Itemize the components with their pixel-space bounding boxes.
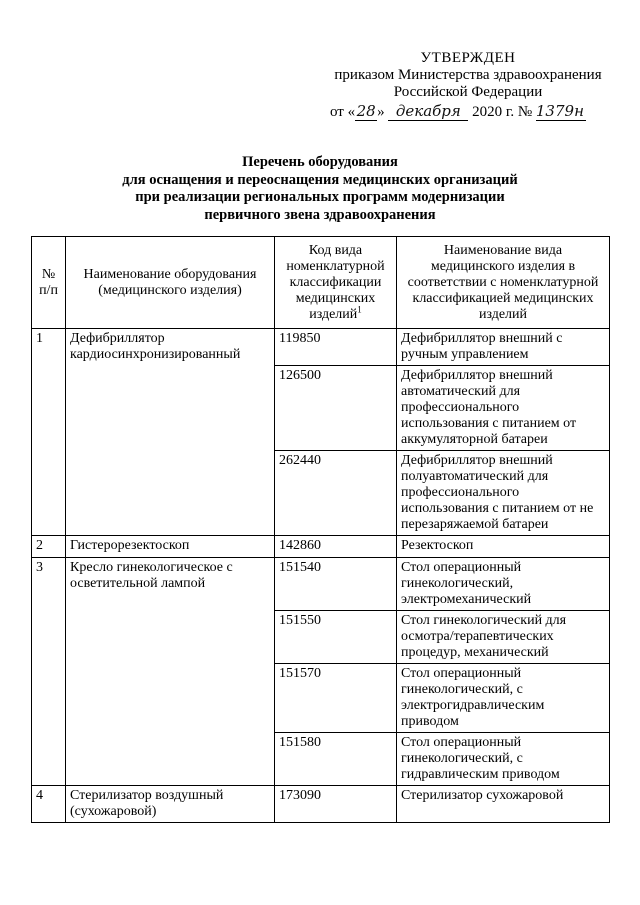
header-code bbox=[275, 237, 397, 329]
title-line-2: для оснащения и переоснащения медицинских организаций bbox=[122, 171, 518, 188]
kind-name: Дефибриллятор внешний полуавтоматический для профессионального использования с питанием от не перезаряжаемой батареи bbox=[397, 451, 610, 536]
approval-line-1: приказом Министерства здравоохранения bbox=[334, 67, 602, 83]
document-title bbox=[90, 154, 550, 224]
table-row bbox=[32, 536, 610, 558]
table-row bbox=[32, 786, 610, 823]
date-mid: » bbox=[377, 104, 385, 120]
order-number-handwritten: 1379н bbox=[535, 102, 584, 120]
equipment-name: Гистерорезектоскоп bbox=[66, 536, 275, 558]
nomenclature-code: 151550 bbox=[275, 611, 397, 664]
nomenclature-code: 173090 bbox=[275, 786, 397, 823]
equipment-table bbox=[31, 236, 610, 823]
approval-word: УТВЕРЖДЕН bbox=[420, 50, 516, 66]
title-line-4: первичного звена здравоохранения bbox=[204, 206, 436, 223]
date-month-handwritten: декабря bbox=[388, 103, 468, 121]
header-kind: Наименование вида медицинского изделия в соответствии с номенклатурной классификацией медицинских изделий bbox=[397, 237, 610, 329]
kind-name: Дефибриллятор внешний автоматический для профессионального использования с питанием от аккумуляторной батареи bbox=[397, 366, 610, 451]
title-line-3: при реализации региональных программ модернизации bbox=[135, 189, 505, 205]
approval-line-2: Российской Федерации bbox=[393, 84, 543, 100]
title-line-1: Перечень оборудования bbox=[242, 154, 398, 170]
kind-name: Стол операционный гинекологический, электромеханический bbox=[397, 558, 610, 611]
table-row bbox=[32, 329, 610, 366]
nomenclature-code: 262440 bbox=[275, 451, 397, 536]
nomenclature-code: 151570 bbox=[275, 664, 397, 733]
date-day-handwritten: 28 bbox=[356, 102, 376, 120]
approval-date-line bbox=[318, 103, 618, 121]
header-name: Наименование оборудования (медицинского изделия) bbox=[66, 237, 275, 329]
date-prefix: от « bbox=[330, 104, 356, 120]
kind-name: Стол операционный гинекологический, с электрогидравлическим приводом bbox=[397, 664, 610, 733]
header-code-footnote: 1 bbox=[357, 303, 362, 314]
row-num: 1 bbox=[32, 329, 66, 536]
nomenclature-code: 151540 bbox=[275, 558, 397, 611]
row-num: 3 bbox=[32, 558, 66, 786]
kind-name: Стол гинекологический для осмотра/терапевтических процедур, механический bbox=[397, 611, 610, 664]
kind-name: Резектоскоп bbox=[397, 536, 610, 558]
date-year: 2020 г. № bbox=[472, 104, 533, 120]
nomenclature-code: 151580 bbox=[275, 733, 397, 786]
equipment-name: Стерилизатор воздушный (сухожаровой) bbox=[66, 786, 275, 823]
table-header-row bbox=[32, 237, 610, 329]
kind-name: Дефибриллятор внешний с ручным управлением bbox=[397, 329, 610, 366]
equipment-name: Кресло гинекологическое с осветительной лампой bbox=[66, 558, 275, 786]
nomenclature-code: 126500 bbox=[275, 366, 397, 451]
equipment-name: Дефибриллятор кардиосинхронизированный bbox=[66, 329, 275, 536]
nomenclature-code: 119850 bbox=[275, 329, 397, 366]
header-num: № п/п bbox=[32, 237, 66, 329]
table-row bbox=[32, 558, 610, 611]
nomenclature-code: 142860 bbox=[275, 536, 397, 558]
row-num: 4 bbox=[32, 786, 66, 823]
kind-name: Стерилизатор сухожаровой bbox=[397, 786, 610, 823]
header-code-text: Код вида номенклатурной классификации медицинских изделий bbox=[286, 242, 385, 322]
row-num: 2 bbox=[32, 536, 66, 558]
kind-name: Стол операционный гинекологический, с гидравлическим приводом bbox=[397, 733, 610, 786]
approval-stamp bbox=[318, 50, 618, 121]
